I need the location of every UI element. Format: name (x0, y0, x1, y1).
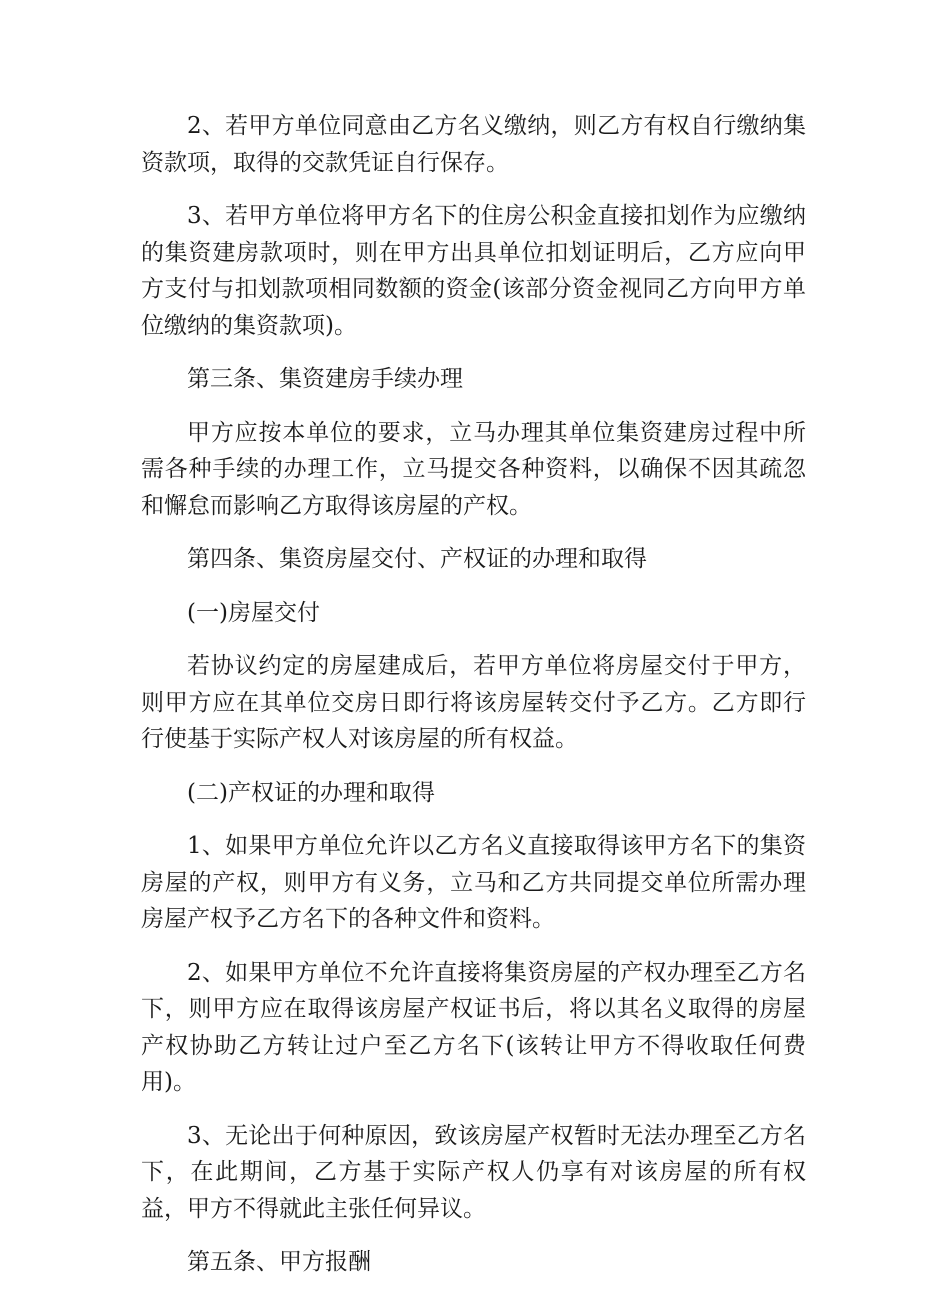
clause-paragraph: 3、无论出于何种原因，致该房屋产权暂时无法办理至乙方名下，在此期间，乙方基于实际产权人仍享有对该房屋的所有权益，甲方不得就此主张任何异议。 (141, 1122, 806, 1222)
subsection-heading: (二)产权证的办理和取得 (187, 779, 435, 806)
clause-paragraph: 甲方应按本单位的要求，立马办理其单位集资建房过程中所需各种手续的办理工作，立马提交各种资料，以确保不因其疏忽和懈怠而影响乙方取得该房屋的产权。 (141, 419, 806, 519)
clause-paragraph: 若协议约定的房屋建成后，若甲方单位将房屋交付于甲方，则甲方应在其单位交房日即行将该房屋转交付予乙方。乙方即行行使基于实际产权人对该房屋的所有权益。 (141, 653, 806, 752)
section-heading: 第四条、集资房屋交付、产权证的办理和取得 (187, 546, 647, 572)
clause-paragraph: 2、如果甲方单位不允许直接将集资房屋的产权办理至乙方名下，则甲方应在取得该房屋产权证书后，将以其名义取得的房屋产权协助乙方转让过户至乙方名下(该转让甲方不得收取任何费用)。 (141, 959, 806, 1095)
clause-paragraph: 1、如果甲方单位允许以乙方名义直接取得该甲方名下的集资房屋的产权，则甲方有义务，立马和乙方共同提交单位所需办理房屋产权予乙方名下的各种文件和资料。 (141, 833, 806, 932)
subsection-heading: (一)房屋交付 (187, 599, 320, 626)
section-heading: 第五条、甲方报酬 (187, 1249, 371, 1275)
document-body (141, 108, 806, 1298)
section-heading: 第三条、集资建房手续办理 (187, 366, 463, 392)
clause-paragraph: 2、若甲方单位同意由乙方名义缴纳，则乙方有权自行缴纳集资款项，取得的交款凭证自行保存。 (141, 113, 806, 176)
clause-paragraph: 3、若甲方单位将甲方名下的住房公积金直接扣划作为应缴纳的集资建房款项时，则在甲方出具单位扣划证明后，乙方应向甲方支付与扣划款项相同数额的资金(该部分资金视同乙方向甲方单位缴纳的集资款项)。 (141, 203, 806, 339)
